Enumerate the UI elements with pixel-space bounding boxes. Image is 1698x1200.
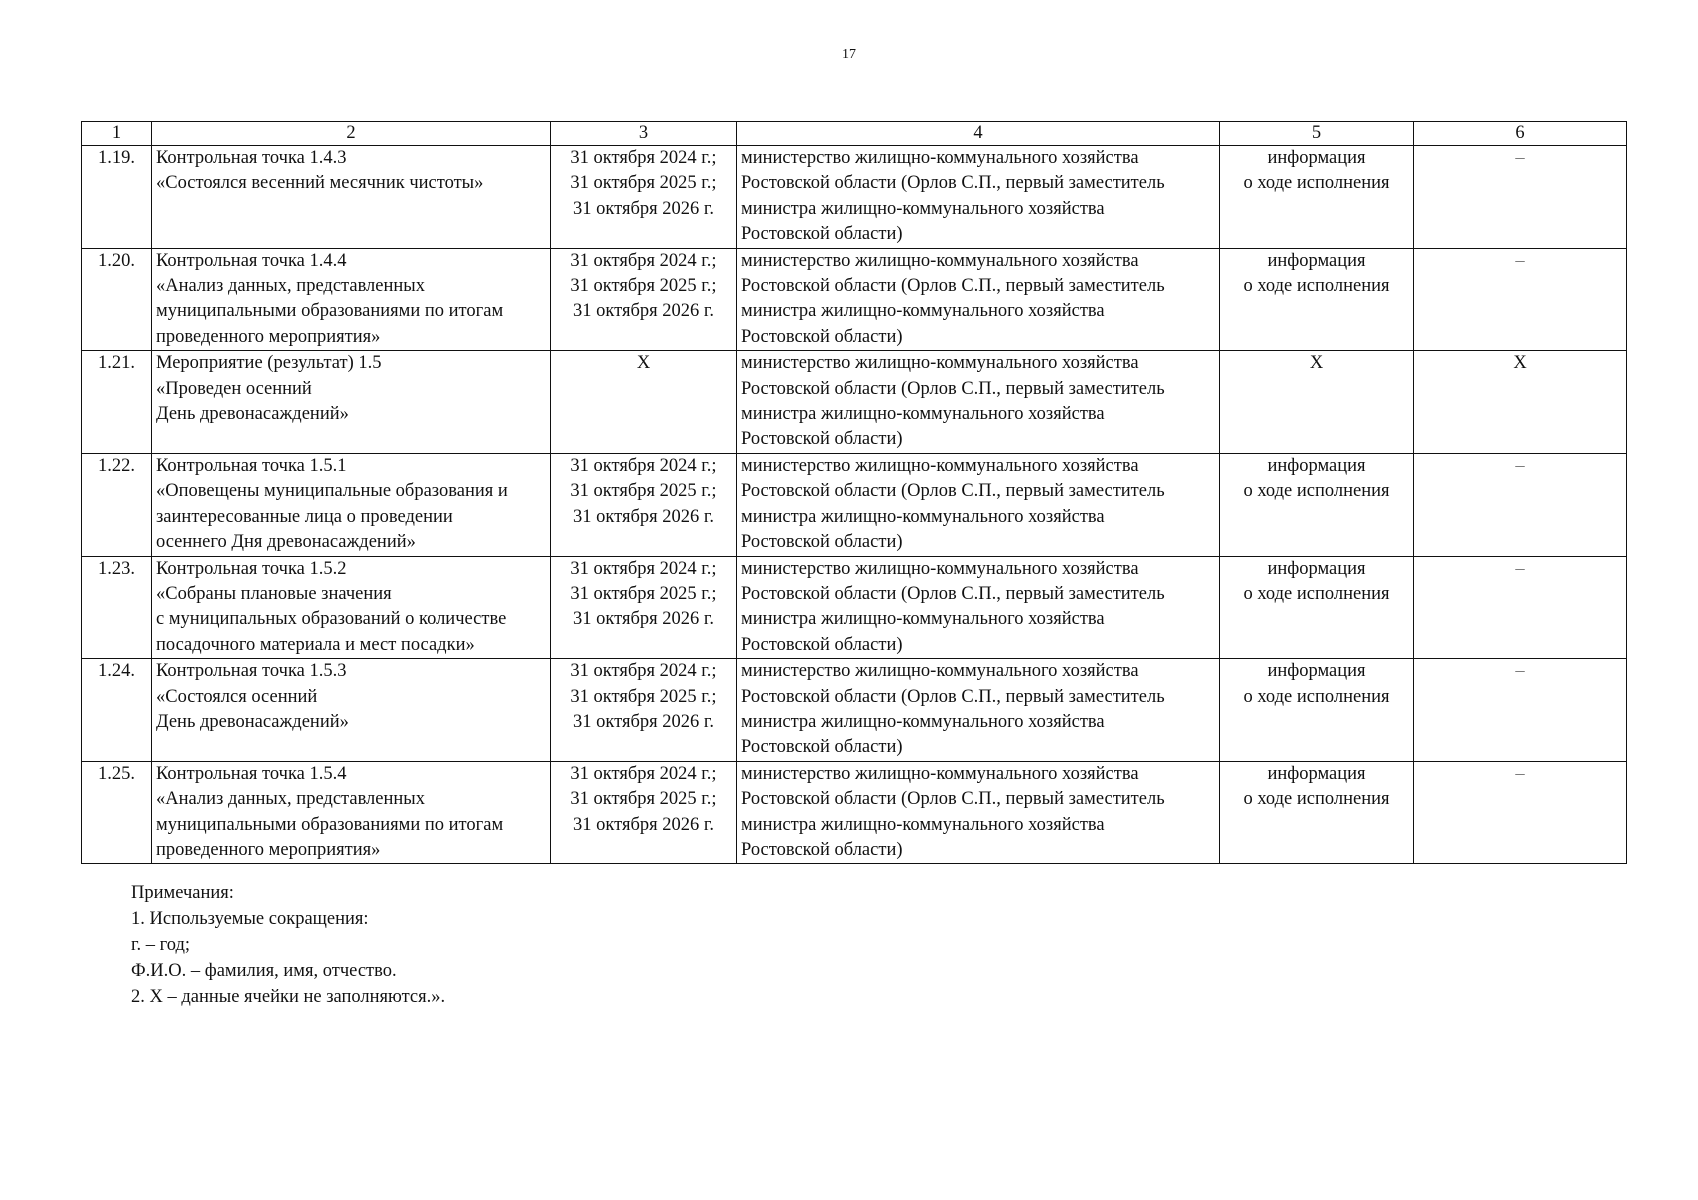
deadline-dates-line: 31 октября 2024 г.;: [570, 250, 717, 271]
deadline-dates-line: 31 октября 2024 г.;: [570, 558, 717, 579]
table-row: [82, 351, 1627, 454]
responsible-executor-line: Ростовской области (Орлов С.П., первый заместитель: [741, 378, 1165, 399]
row-number-value: 1.21.: [98, 353, 135, 374]
table-row: [82, 146, 1627, 249]
info-system: [1414, 453, 1627, 556]
row-number-value: 1.22.: [98, 455, 135, 476]
responsible-executor: [737, 659, 1220, 762]
table-row: [82, 556, 1627, 659]
responsible-executor-line: министерство жилищно-коммунального хозяйства: [741, 250, 1139, 271]
event-name-line: Контрольная точка 1.4.3: [156, 148, 347, 168]
note-line: Ф.И.О. – фамилия, имя, отчество.: [131, 961, 397, 981]
event-name: [152, 146, 551, 249]
deadline-dates-line: 31 октября 2025 г.;: [570, 276, 717, 297]
deadline-dates-line: 31 октября 2024 г.;: [570, 661, 717, 682]
event-name-line: Контрольная точка 1.4.4: [156, 250, 347, 271]
row-number-value: 1.24.: [98, 661, 135, 682]
deadline-dates: [551, 248, 737, 351]
responsible-executor-line: министра жилищно-коммунального хозяйства: [741, 404, 1105, 425]
table-header-row: [82, 122, 1627, 146]
row-number-value: 1.23.: [98, 558, 135, 579]
row-number: [82, 351, 152, 454]
document-type-line: о ходе исполнения: [1243, 583, 1390, 604]
header-col-6: 6: [1414, 122, 1627, 146]
event-name-line: Мероприятие (результат) 1.5: [156, 353, 382, 374]
deadline-dates-line: 31 октября 2025 г.;: [570, 686, 717, 707]
event-name-line: «Проведен осенний: [156, 378, 312, 399]
document-type-line: информация: [1267, 148, 1366, 168]
event-name-line: «Анализ данных, представленных: [156, 276, 425, 297]
deadline-dates-line: 31 октября 2025 г.;: [570, 583, 717, 604]
document-type-line: о ходе исполнения: [1243, 686, 1390, 707]
table-row: [82, 761, 1627, 864]
responsible-executor-line: Ростовской области): [741, 532, 903, 553]
row-number: [82, 556, 152, 659]
info-system: [1414, 351, 1627, 454]
event-name-line: муниципальными образованиями по итогам: [156, 814, 504, 835]
deadline-dates-line: 31 октября 2025 г.;: [570, 789, 717, 810]
event-name: [152, 761, 551, 864]
responsible-executor-line: Ростовской области (Орлов С.П., первый заместитель: [741, 481, 1165, 502]
deadline-dates-line: 31 октября 2026 г.: [572, 198, 715, 219]
document-type-line: о ходе исполнения: [1243, 789, 1390, 810]
event-name-line: проведенного мероприятия»: [156, 326, 381, 347]
responsible-executor-line: министерство жилищно-коммунального хозяйства: [741, 661, 1139, 682]
responsible-executor: [737, 146, 1220, 249]
info-system-value: –: [1515, 148, 1525, 168]
responsible-executor-line: министра жилищно-коммунального хозяйства: [741, 506, 1105, 527]
event-name-line: «Анализ данных, представленных: [156, 789, 425, 810]
event-name: [152, 248, 551, 351]
deadline-dates-line: 31 октября 2026 г.: [572, 609, 715, 630]
info-system-value: –: [1515, 250, 1525, 271]
event-name-line: Контрольная точка 1.5.4: [156, 763, 347, 784]
row-number-value: 1.19.: [98, 148, 135, 168]
event-name-line: посадочного материала и мест посадки»: [156, 634, 475, 655]
responsible-executor-line: Ростовской области): [741, 326, 903, 347]
responsible-executor-line: министерство жилищно-коммунального хозяйства: [741, 455, 1139, 476]
event-name: [152, 659, 551, 762]
responsible-executor-line: Ростовской области (Орлов С.П., первый заместитель: [741, 789, 1165, 810]
event-name-line: осеннего Дня древонасаждений»: [156, 532, 416, 553]
responsible-executor-line: Ростовской области (Орлов С.П., первый заместитель: [741, 686, 1165, 707]
document-type-line: о ходе исполнения: [1243, 481, 1390, 502]
event-name-line: «Оповещены муниципальные образования и: [156, 481, 508, 502]
event-name-line: «Состоялся осенний: [156, 686, 318, 707]
info-system: [1414, 248, 1627, 351]
info-system: [1414, 761, 1627, 864]
header-col-3: 3: [551, 122, 737, 146]
document-type-line: информация: [1267, 250, 1366, 271]
plan-table: [81, 121, 1627, 864]
row-number: [82, 146, 152, 249]
row-number: [82, 659, 152, 762]
info-system: [1414, 659, 1627, 762]
notes-title: Примечания:: [131, 883, 234, 903]
document-type-line: Х: [1309, 353, 1324, 374]
document-type: [1220, 248, 1414, 351]
deadline-dates: [551, 659, 737, 762]
event-name-line: проведенного мероприятия»: [156, 839, 381, 860]
deadline-dates: [551, 146, 737, 249]
event-name-line: Контрольная точка 1.5.3: [156, 661, 347, 682]
document-type: [1220, 351, 1414, 454]
document-type: [1220, 761, 1414, 864]
responsible-executor-line: министерство жилищно-коммунального хозяйства: [741, 353, 1139, 374]
responsible-executor-line: Ростовской области (Орлов С.П., первый заместитель: [741, 173, 1165, 194]
note-line: 1. Используемые сокращения:: [131, 909, 369, 929]
page-number: 17: [842, 47, 856, 62]
document-type-line: информация: [1267, 558, 1366, 579]
info-system-value: –: [1515, 661, 1525, 682]
responsible-executor: [737, 248, 1220, 351]
document-type-line: информация: [1267, 455, 1366, 476]
info-system-value: Х: [1513, 353, 1527, 374]
info-system: [1414, 146, 1627, 249]
info-system-value: –: [1515, 558, 1525, 579]
responsible-executor-line: министерство жилищно-коммунального хозяйства: [741, 148, 1139, 168]
responsible-executor-line: министра жилищно-коммунального хозяйства: [741, 814, 1105, 835]
table-row: [82, 453, 1627, 556]
deadline-dates-line: 31 октября 2026 г.: [572, 814, 715, 835]
event-name: [152, 351, 551, 454]
responsible-executor-line: Ростовской области): [741, 634, 903, 655]
event-name-line: заинтересованные лица о проведении: [156, 506, 453, 527]
header-col-4: 4: [737, 122, 1220, 146]
responsible-executor: [737, 556, 1220, 659]
info-system-value: –: [1515, 455, 1525, 476]
table-row: [82, 248, 1627, 351]
document-type: [1220, 659, 1414, 762]
header-col-2: 2: [152, 122, 551, 146]
deadline-dates-line: 31 октября 2025 г.;: [570, 481, 717, 502]
header-col-5: 5: [1220, 122, 1414, 146]
deadline-dates-line: 31 октября 2026 г.: [572, 711, 715, 732]
event-name-line: Контрольная точка 1.5.2: [156, 558, 347, 579]
note-line: г. – год;: [131, 935, 191, 955]
deadline-dates-line: 31 октября 2026 г.: [572, 506, 715, 527]
deadline-dates-line: 31 октября 2025 г.;: [570, 173, 717, 194]
responsible-executor-line: Ростовской области): [741, 737, 903, 758]
info-system-value: –: [1515, 763, 1525, 784]
table-row: [82, 659, 1627, 762]
event-name: [152, 453, 551, 556]
deadline-dates-line: 31 октября 2024 г.;: [570, 455, 717, 476]
header-col-1: 1: [82, 122, 152, 146]
event-name: [152, 556, 551, 659]
event-name-line: «Собраны плановые значения: [156, 583, 392, 604]
responsible-executor-line: Ростовской области (Орлов С.П., первый заместитель: [741, 276, 1165, 297]
event-name-line: с муниципальных образований о количестве: [156, 609, 507, 630]
responsible-executor-line: министерство жилищно-коммунального хозяйства: [741, 558, 1139, 579]
notes: [131, 880, 445, 1010]
responsible-executor-line: министерство жилищно-коммунального хозяйства: [741, 763, 1139, 784]
row-number: [82, 248, 152, 351]
event-name-line: муниципальными образованиями по итогам: [156, 301, 504, 322]
document-type-line: о ходе исполнения: [1243, 173, 1390, 194]
deadline-dates-line: 31 октября 2026 г.: [572, 301, 715, 322]
row-number-value: 1.25.: [98, 763, 135, 784]
table-body: [82, 146, 1627, 864]
row-number-value: 1.20.: [98, 250, 135, 271]
responsible-executor-line: Ростовской области): [741, 429, 903, 450]
responsible-executor-line: министра жилищно-коммунального хозяйства: [741, 609, 1105, 630]
document-type-line: о ходе исполнения: [1243, 276, 1390, 297]
document-type-line: информация: [1267, 661, 1366, 682]
info-system: [1414, 556, 1627, 659]
responsible-executor: [737, 761, 1220, 864]
responsible-executor-line: Ростовской области (Орлов С.П., первый заместитель: [741, 583, 1165, 604]
row-number: [82, 453, 152, 556]
deadline-dates-line: 31 октября 2024 г.;: [570, 148, 717, 168]
responsible-executor: [737, 351, 1220, 454]
responsible-executor: [737, 453, 1220, 556]
responsible-executor-line: министра жилищно-коммунального хозяйства: [741, 198, 1105, 219]
event-name-line: День древонасаждений»: [156, 404, 349, 425]
responsible-executor-line: министра жилищно-коммунального хозяйства: [741, 711, 1105, 732]
deadline-dates: [551, 351, 737, 454]
responsible-executor-line: Ростовской области): [741, 224, 903, 245]
note-line: 2. Х – данные ячейки не заполняются.».: [131, 987, 446, 1007]
deadline-dates: [551, 556, 737, 659]
deadline-dates-line: Х: [636, 353, 651, 374]
row-number: [82, 761, 152, 864]
responsible-executor-line: министра жилищно-коммунального хозяйства: [741, 301, 1105, 322]
event-name-line: День древонасаждений»: [156, 711, 349, 732]
document-type-line: информация: [1267, 763, 1366, 784]
deadline-dates: [551, 453, 737, 556]
responsible-executor-line: Ростовской области): [741, 839, 903, 860]
document-type: [1220, 453, 1414, 556]
document-type: [1220, 556, 1414, 659]
event-name-line: «Состоялся весенний месячник чистоты»: [156, 173, 484, 194]
document-type: [1220, 146, 1414, 249]
deadline-dates: [551, 761, 737, 864]
deadline-dates-line: 31 октября 2024 г.;: [570, 763, 717, 784]
event-name-line: Контрольная точка 1.5.1: [156, 455, 347, 476]
